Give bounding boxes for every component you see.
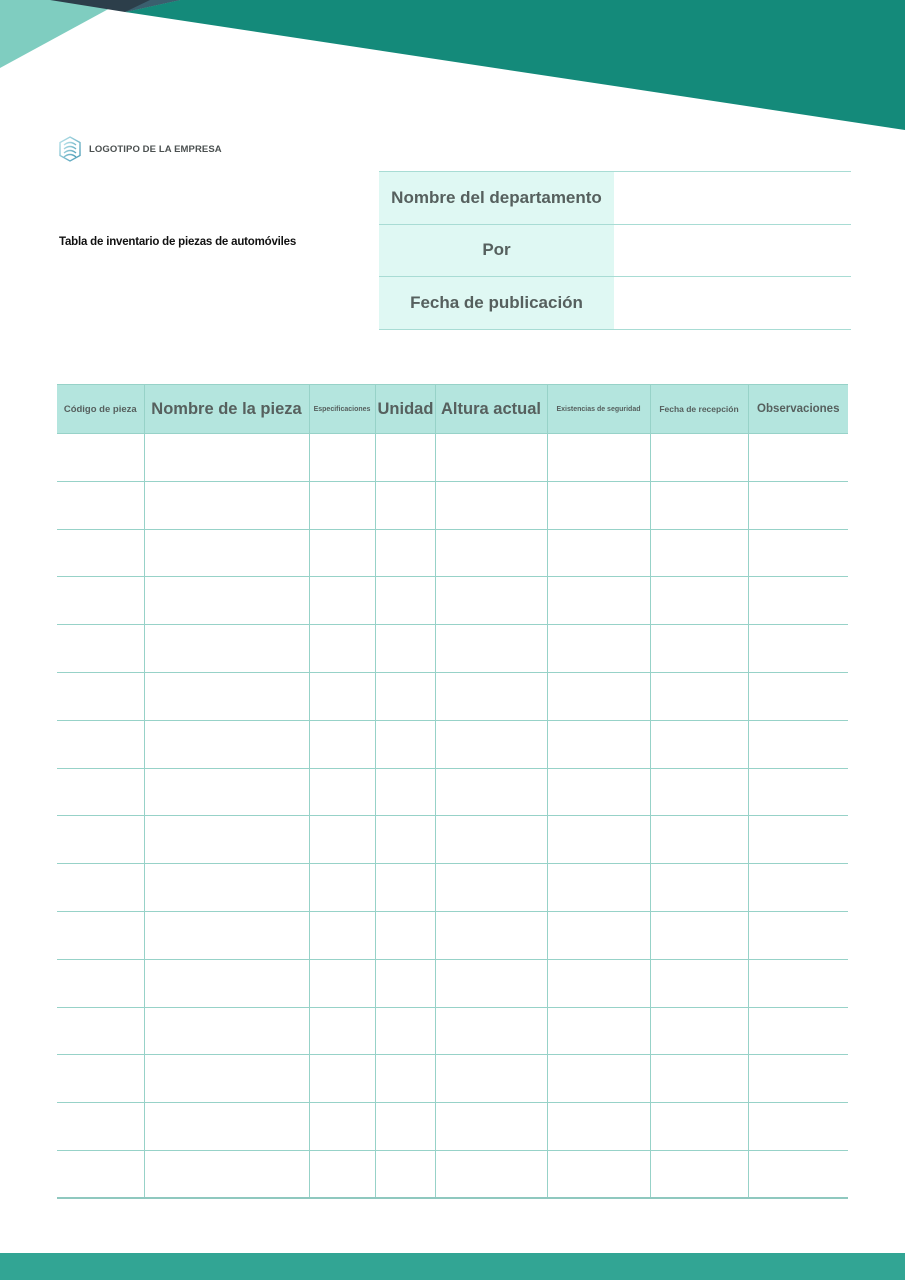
table-cell[interactable]	[435, 959, 547, 1007]
col-header-part-code: Código de pieza	[57, 385, 144, 434]
table-cell[interactable]	[57, 529, 144, 577]
col-header-safety-stock: Existencias de seguridad	[547, 385, 650, 434]
table-cell[interactable]	[650, 816, 748, 864]
table-cell[interactable]	[650, 529, 748, 577]
table-cell[interactable]	[547, 625, 650, 673]
table-cell[interactable]	[309, 1103, 375, 1151]
table-cell[interactable]	[547, 481, 650, 529]
table-cell[interactable]	[144, 911, 309, 959]
table-cell[interactable]	[309, 1055, 375, 1103]
table-cell[interactable]	[57, 1007, 144, 1055]
table-cell[interactable]	[57, 1055, 144, 1103]
table-row	[57, 529, 848, 577]
table-cell[interactable]	[309, 959, 375, 1007]
table-cell[interactable]	[144, 625, 309, 673]
table-cell[interactable]	[144, 1055, 309, 1103]
table-cell[interactable]	[650, 959, 748, 1007]
teal-banner	[125, 0, 905, 130]
table-cell[interactable]	[435, 816, 547, 864]
table-cell[interactable]	[547, 768, 650, 816]
table-row	[57, 1150, 848, 1198]
table-cell[interactable]	[748, 1103, 848, 1151]
table-cell[interactable]	[309, 720, 375, 768]
table-cell[interactable]	[309, 529, 375, 577]
table-cell[interactable]	[144, 481, 309, 529]
publish-date-value[interactable]	[614, 277, 851, 330]
department-label: Nombre del departamento	[379, 172, 614, 225]
table-cell[interactable]	[309, 864, 375, 912]
table-cell[interactable]	[547, 1103, 650, 1151]
inventory-body	[57, 434, 848, 1199]
table-row	[57, 625, 848, 673]
meta-row-publish-date	[379, 277, 851, 330]
table-cell[interactable]	[547, 577, 650, 625]
meta-row-by	[379, 224, 851, 277]
table-cell[interactable]	[375, 625, 435, 673]
table-cell[interactable]	[309, 911, 375, 959]
table-cell[interactable]	[650, 481, 748, 529]
table-row	[57, 864, 848, 912]
table-cell[interactable]	[309, 434, 375, 482]
table-cell[interactable]	[57, 959, 144, 1007]
table-cell[interactable]	[748, 1055, 848, 1103]
meta-row-department	[379, 172, 851, 225]
light-teal-triangle	[0, 0, 125, 68]
table-cell[interactable]	[144, 720, 309, 768]
table-cell[interactable]	[375, 1055, 435, 1103]
table-cell[interactable]	[748, 768, 848, 816]
col-header-unit: Unidad	[375, 385, 435, 434]
table-cell[interactable]	[375, 529, 435, 577]
table-cell[interactable]	[309, 1150, 375, 1198]
col-header-observations: Observaciones	[748, 385, 848, 434]
table-cell[interactable]	[375, 816, 435, 864]
table-cell[interactable]	[375, 1150, 435, 1198]
table-cell[interactable]	[547, 1055, 650, 1103]
col-header-specifications: Especificaciones	[309, 385, 375, 434]
table-cell[interactable]	[309, 672, 375, 720]
logo-text: LOGOTIPO DE LA EMPRESA	[89, 143, 222, 155]
table-cell[interactable]	[144, 768, 309, 816]
table-cell[interactable]	[650, 434, 748, 482]
table-cell[interactable]	[435, 1150, 547, 1198]
company-logo-icon	[57, 136, 83, 162]
table-row	[57, 481, 848, 529]
table-cell[interactable]	[375, 1007, 435, 1055]
table-cell[interactable]	[650, 577, 748, 625]
table-cell[interactable]	[435, 768, 547, 816]
table-cell[interactable]	[748, 816, 848, 864]
table-cell[interactable]	[375, 1103, 435, 1151]
table-row	[57, 1103, 848, 1151]
table-cell[interactable]	[435, 529, 547, 577]
inventory-header-row	[57, 385, 848, 434]
table-cell[interactable]	[435, 1103, 547, 1151]
department-value[interactable]	[614, 172, 851, 225]
table-cell[interactable]	[57, 768, 144, 816]
by-value[interactable]	[614, 224, 851, 277]
table-row	[57, 768, 848, 816]
table-row	[57, 434, 848, 482]
table-cell[interactable]	[57, 864, 144, 912]
table-cell[interactable]	[144, 1150, 309, 1198]
table-cell[interactable]	[57, 625, 144, 673]
table-cell[interactable]	[144, 529, 309, 577]
table-row	[57, 911, 848, 959]
table-cell[interactable]	[547, 1007, 650, 1055]
table-cell[interactable]	[57, 672, 144, 720]
table-cell[interactable]	[309, 577, 375, 625]
table-cell[interactable]	[748, 529, 848, 577]
table-row	[57, 720, 848, 768]
table-row	[57, 816, 848, 864]
table-cell[interactable]	[309, 625, 375, 673]
table-cell[interactable]	[650, 720, 748, 768]
table-cell[interactable]	[650, 625, 748, 673]
table-cell[interactable]	[748, 911, 848, 959]
table-cell[interactable]	[650, 864, 748, 912]
table-cell[interactable]	[547, 1150, 650, 1198]
table-cell[interactable]	[435, 720, 547, 768]
table-cell[interactable]	[57, 577, 144, 625]
table-cell[interactable]	[650, 1103, 748, 1151]
table-cell[interactable]	[144, 1103, 309, 1151]
footer-bar	[0, 1253, 905, 1280]
by-label: Por	[379, 224, 614, 277]
table-cell[interactable]	[435, 577, 547, 625]
table-cell[interactable]	[144, 577, 309, 625]
table-cell[interactable]	[435, 481, 547, 529]
document-title: Tabla de inventario de piezas de automóviles	[59, 236, 297, 248]
table-row	[57, 577, 848, 625]
table-cell[interactable]	[375, 768, 435, 816]
table-row	[57, 1007, 848, 1055]
table-cell[interactable]	[57, 720, 144, 768]
table-cell[interactable]	[748, 959, 848, 1007]
table-cell[interactable]	[547, 911, 650, 959]
table-cell[interactable]	[547, 864, 650, 912]
table-cell[interactable]	[375, 864, 435, 912]
table-cell[interactable]	[57, 816, 144, 864]
table-row	[57, 959, 848, 1007]
table-cell[interactable]	[309, 768, 375, 816]
table-cell[interactable]	[144, 959, 309, 1007]
table-cell[interactable]	[375, 959, 435, 1007]
table-cell[interactable]	[375, 481, 435, 529]
header-decoration	[0, 0, 905, 140]
table-cell[interactable]	[748, 434, 848, 482]
table-cell[interactable]	[547, 672, 650, 720]
table-cell[interactable]	[144, 1007, 309, 1055]
inventory-table	[57, 384, 848, 1199]
table-cell[interactable]	[435, 911, 547, 959]
table-cell[interactable]	[57, 911, 144, 959]
table-cell[interactable]	[309, 1007, 375, 1055]
publish-date-label: Fecha de publicación	[379, 277, 614, 330]
table-cell[interactable]	[650, 1055, 748, 1103]
table-cell[interactable]	[650, 1150, 748, 1198]
table-cell[interactable]	[748, 1007, 848, 1055]
table-cell[interactable]	[748, 577, 848, 625]
table-cell[interactable]	[435, 672, 547, 720]
table-cell[interactable]	[748, 481, 848, 529]
table-cell[interactable]	[375, 672, 435, 720]
meta-table	[379, 171, 851, 330]
table-cell[interactable]	[144, 434, 309, 482]
table-cell[interactable]	[57, 434, 144, 482]
table-cell[interactable]	[435, 1007, 547, 1055]
table-cell[interactable]	[547, 959, 650, 1007]
table-row	[57, 672, 848, 720]
table-cell[interactable]	[309, 816, 375, 864]
table-cell[interactable]	[57, 1150, 144, 1198]
table-cell[interactable]	[650, 768, 748, 816]
table-cell[interactable]	[547, 434, 650, 482]
table-cell[interactable]	[57, 1103, 144, 1151]
table-cell[interactable]	[375, 911, 435, 959]
table-cell[interactable]	[748, 672, 848, 720]
table-cell[interactable]	[144, 816, 309, 864]
col-header-receipt-date: Fecha de recepción	[650, 385, 748, 434]
table-cell[interactable]	[650, 911, 748, 959]
table-cell[interactable]	[435, 625, 547, 673]
table-cell[interactable]	[748, 720, 848, 768]
col-header-part-name: Nombre de la pieza	[144, 385, 309, 434]
table-cell[interactable]	[748, 625, 848, 673]
company-logo	[57, 136, 222, 162]
table-cell[interactable]	[375, 577, 435, 625]
table-cell[interactable]	[547, 816, 650, 864]
table-cell[interactable]	[547, 720, 650, 768]
table-cell[interactable]	[144, 672, 309, 720]
col-header-current-height: Altura actual	[435, 385, 547, 434]
table-cell[interactable]	[650, 672, 748, 720]
table-cell[interactable]	[144, 864, 309, 912]
table-cell[interactable]	[435, 434, 547, 482]
table-cell[interactable]	[375, 720, 435, 768]
table-row	[57, 1055, 848, 1103]
table-cell[interactable]	[309, 481, 375, 529]
table-cell[interactable]	[57, 481, 144, 529]
table-cell[interactable]	[650, 1007, 748, 1055]
table-cell[interactable]	[375, 434, 435, 482]
table-cell[interactable]	[748, 1150, 848, 1198]
table-cell[interactable]	[547, 529, 650, 577]
table-cell[interactable]	[435, 864, 547, 912]
table-cell[interactable]	[435, 1055, 547, 1103]
table-cell[interactable]	[748, 864, 848, 912]
